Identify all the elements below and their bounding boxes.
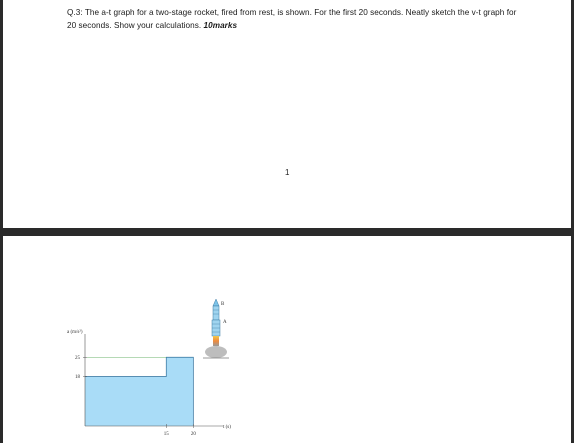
rocket-exhaust — [213, 336, 219, 346]
y-tick-label-0: 25 — [75, 355, 80, 361]
marks-label: 10marks — [203, 20, 238, 30]
question-body: Q.3: The a-t graph for a two-stage rocket, fired from rest, is shown. For the first 20 seconds. Neatly sketch the v-t graph for 20 seconds. Show your calculations. — [67, 8, 517, 30]
rocket-label-a: A — [223, 320, 227, 325]
page-number: 1 — [285, 168, 290, 177]
x-tick-label-1: 20 — [190, 432, 196, 437]
rocket-body — [212, 299, 220, 336]
exhaust-smoke — [205, 346, 227, 358]
area-fill — [85, 357, 193, 426]
rocket-label-b: B — [221, 302, 225, 307]
question-text — [67, 7, 527, 32]
y-axis-label: a (m/s²) — [67, 330, 83, 335]
y-tick-label-1: 18 — [75, 375, 80, 381]
x-axis-label: t (s) — [223, 425, 231, 430]
x-tick-label-0: 15 — [163, 432, 169, 437]
page-1 — [3, 0, 571, 228]
page-2 — [3, 236, 571, 443]
rocket-illustration — [197, 296, 237, 376]
